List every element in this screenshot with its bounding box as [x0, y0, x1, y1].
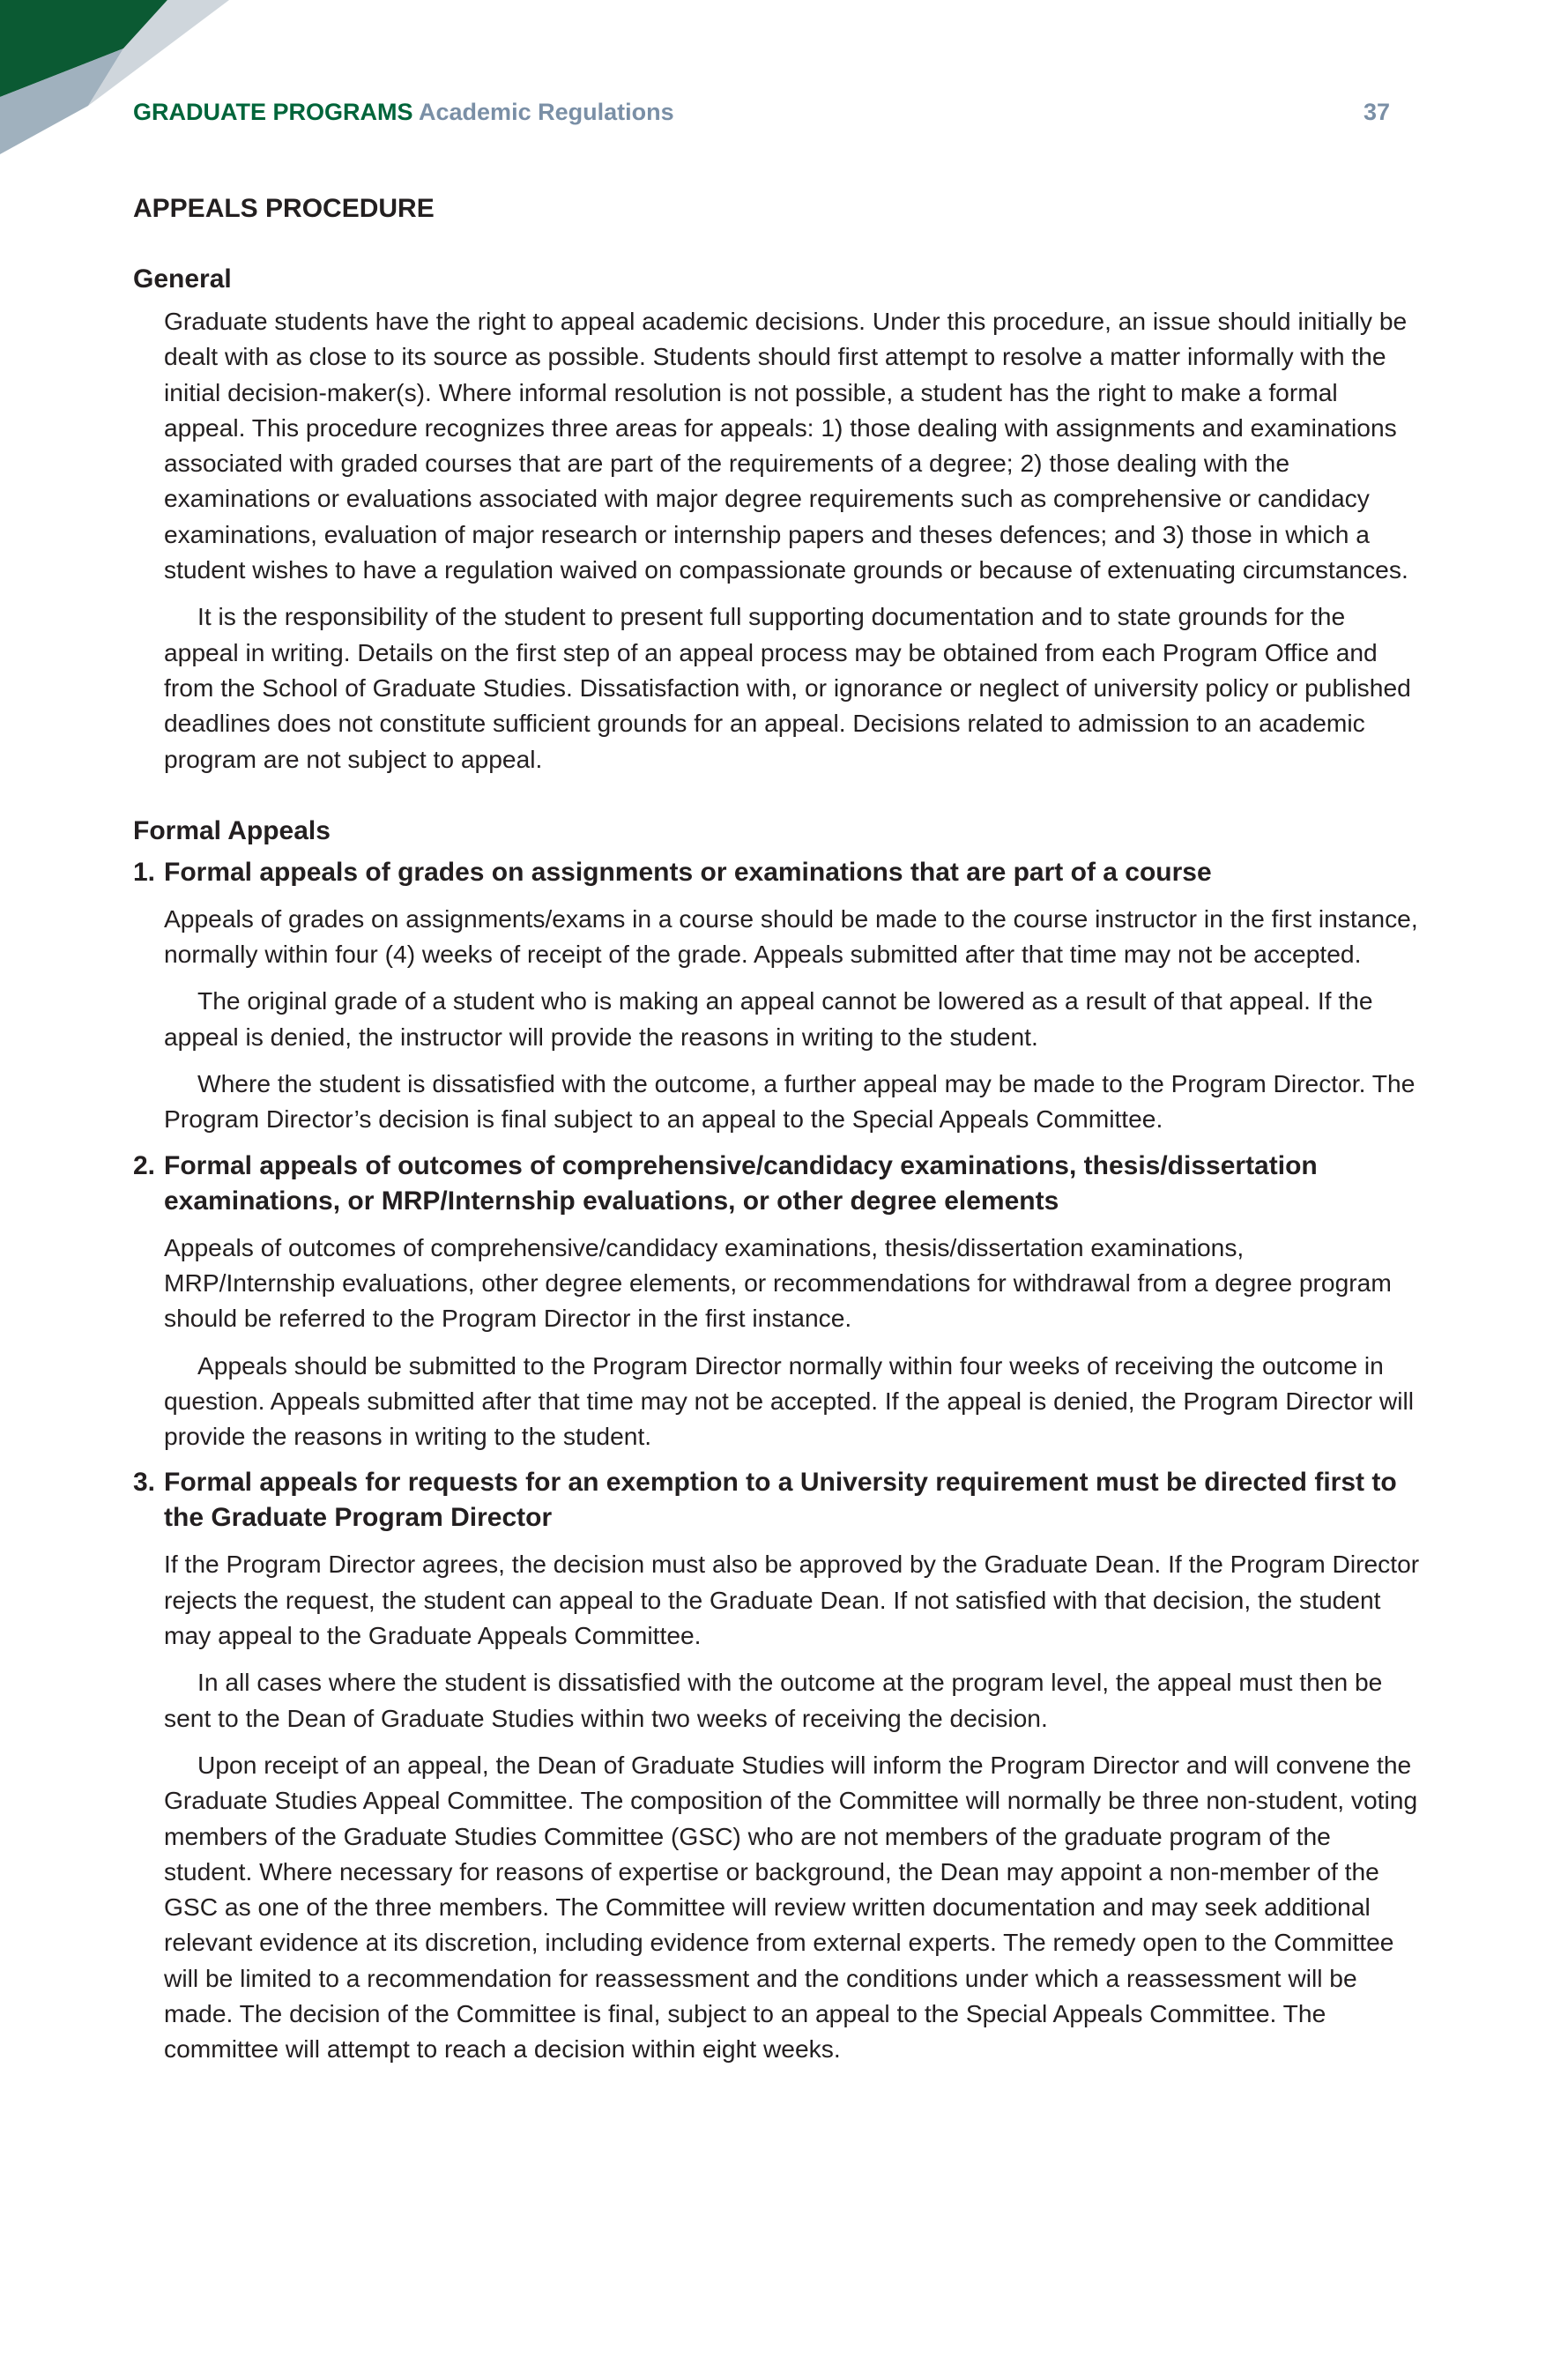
appeal-item-heading — [133, 855, 1420, 890]
appeal-item-heading — [133, 1465, 1420, 1536]
item-paragraph: The original grade of a student who is making an appeal cannot be lowered as a result of that appeal. If the appeal is denied, the instructor will provide the reasons in writing to the student. — [164, 986, 1373, 1051]
appeal-item-heading — [133, 1149, 1420, 1219]
item-paragraph: Where the student is dissatisfied with the outcome, a further appeal may be made to the Program Director. The Program Director’s decision is final subject to an appeal to the Special Appeals Committee. — [164, 1069, 1416, 1134]
item-heading-text: Formal appeals of outcomes of comprehensive/candidacy examinations, thesis/dissertation examinations, or MRP/Internship evaluations, or other degree elements — [164, 1150, 1318, 1216]
general-paragraph: Graduate students have the right to appeal academic decisions. Under this procedure, an issue should initially be dealt with as close to its source as possible. Students should first attempt to resolve a matter informally with the initial decision-maker(s). Where informal resolution is not possible, a student has the right to make a formal appeal. This procedure recognizes three areas for appeals: 1) those dealing with assignments and examinations associated with graded courses that are part of the requirements of a degree; 2) those dealing with the examinations or evaluations associated with major degree requirements such as comprehensive or candidacy examinations, evaluation of major research or internship papers and theses defences; and 3) those in which a student wishes to have a regulation waived on compassionate grounds or because of extenuating circumstances. — [164, 307, 1408, 584]
item-heading-text: Formal appeals for requests for an exemption to a University requirement must be directed first to the Graduate Program Director — [164, 1468, 1397, 1533]
item-paragraph: Appeals should be submitted to the Program Director normally within four weeks of receiving the outcome in question. Appeals submitted after that time may not be accepted. If the appeal is denied, the Program Director will provide the reasons in writing to the student. — [164, 1350, 1414, 1451]
header-section: Academic Regulations — [419, 99, 674, 125]
formal-appeals-heading: Formal Appeals — [133, 815, 331, 845]
item-heading-text: Formal appeals of grades on assignments or examinations that are part of a course — [164, 857, 1212, 887]
header-program: GRADUATE PROGRAMS — [133, 99, 413, 125]
item-number: 1. — [133, 857, 156, 887]
item-paragraph: In all cases where the student is dissatisfied with the outcome at the program level, the appeal must then be sent to the Dean of Graduate Studies within two weeks of receiving the decision. — [164, 1668, 1383, 1732]
item-paragraph: If the Program Director agrees, the decision must also be approved by the Graduate Dean. If the Program Director rejects the request, the student can appeal to the Graduate Dean. If not satisfied with that decision, the student may appeal to the Graduate Appeals Committee. — [164, 1550, 1420, 1650]
general-paragraph: It is the responsibility of the student to present full supporting documentation and to state grounds for the appeal in writing. Details on the first step of an appeal process may be obtained from each Program Office and from the School of Graduate Studies. Dissatisfaction with, or ignorance or neglect of university policy or published deadlines does not constitute sufficient grounds for an appeal. Decisions related to admission to an academic program are not subject to appeal. — [164, 602, 1411, 773]
document-body — [133, 192, 1420, 2079]
corner-decoration — [0, 0, 264, 167]
item-paragraph: Appeals of outcomes of comprehensive/candidacy examinations, thesis/dissertation examinations, MRP/Internship evaluations, other degree elements, or recommendations for withdrawal from a degree program should be referred to the Program Director in the first instance. — [164, 1232, 1392, 1333]
general-heading: General — [133, 264, 232, 294]
item-number: 2. — [133, 1150, 156, 1180]
section-title: APPEALS PROCEDURE — [133, 194, 435, 223]
page-number: 37 — [1363, 99, 1390, 125]
item-number: 3. — [133, 1468, 156, 1498]
page-header — [133, 99, 1390, 134]
item-paragraph: Appeals of grades on assignments/exams in a course should be made to the course instructor in the first instance, normally within four (4) weeks of receipt of the grade. Appeals submitted after that time may not be accepted. — [164, 904, 1418, 969]
item-paragraph: Upon receipt of an appeal, the Dean of Graduate Studies will inform the Program Director and will convene the Graduate Studies Appeal Committee. The composition of the Committee will normally be three non-student, voting members of the Graduate Studies Committee (GSC) who are not members of the graduate program of the student. Where necessary for reasons of expertise or background, the Dean may appoint a non-member of the GSC as one of the three members. The Committee will review written documentation and may seek additional relevant evidence at its discretion, including evidence from external experts. The remedy open to the Committee will be limited to a recommendation for reassessment and the conditions under which a reassessment will be made. The decision of the Committee is final, subject to an appeal to the Special Appeals Committee. The committee will attempt to reach a decision within eight weeks. — [164, 1750, 1418, 2064]
